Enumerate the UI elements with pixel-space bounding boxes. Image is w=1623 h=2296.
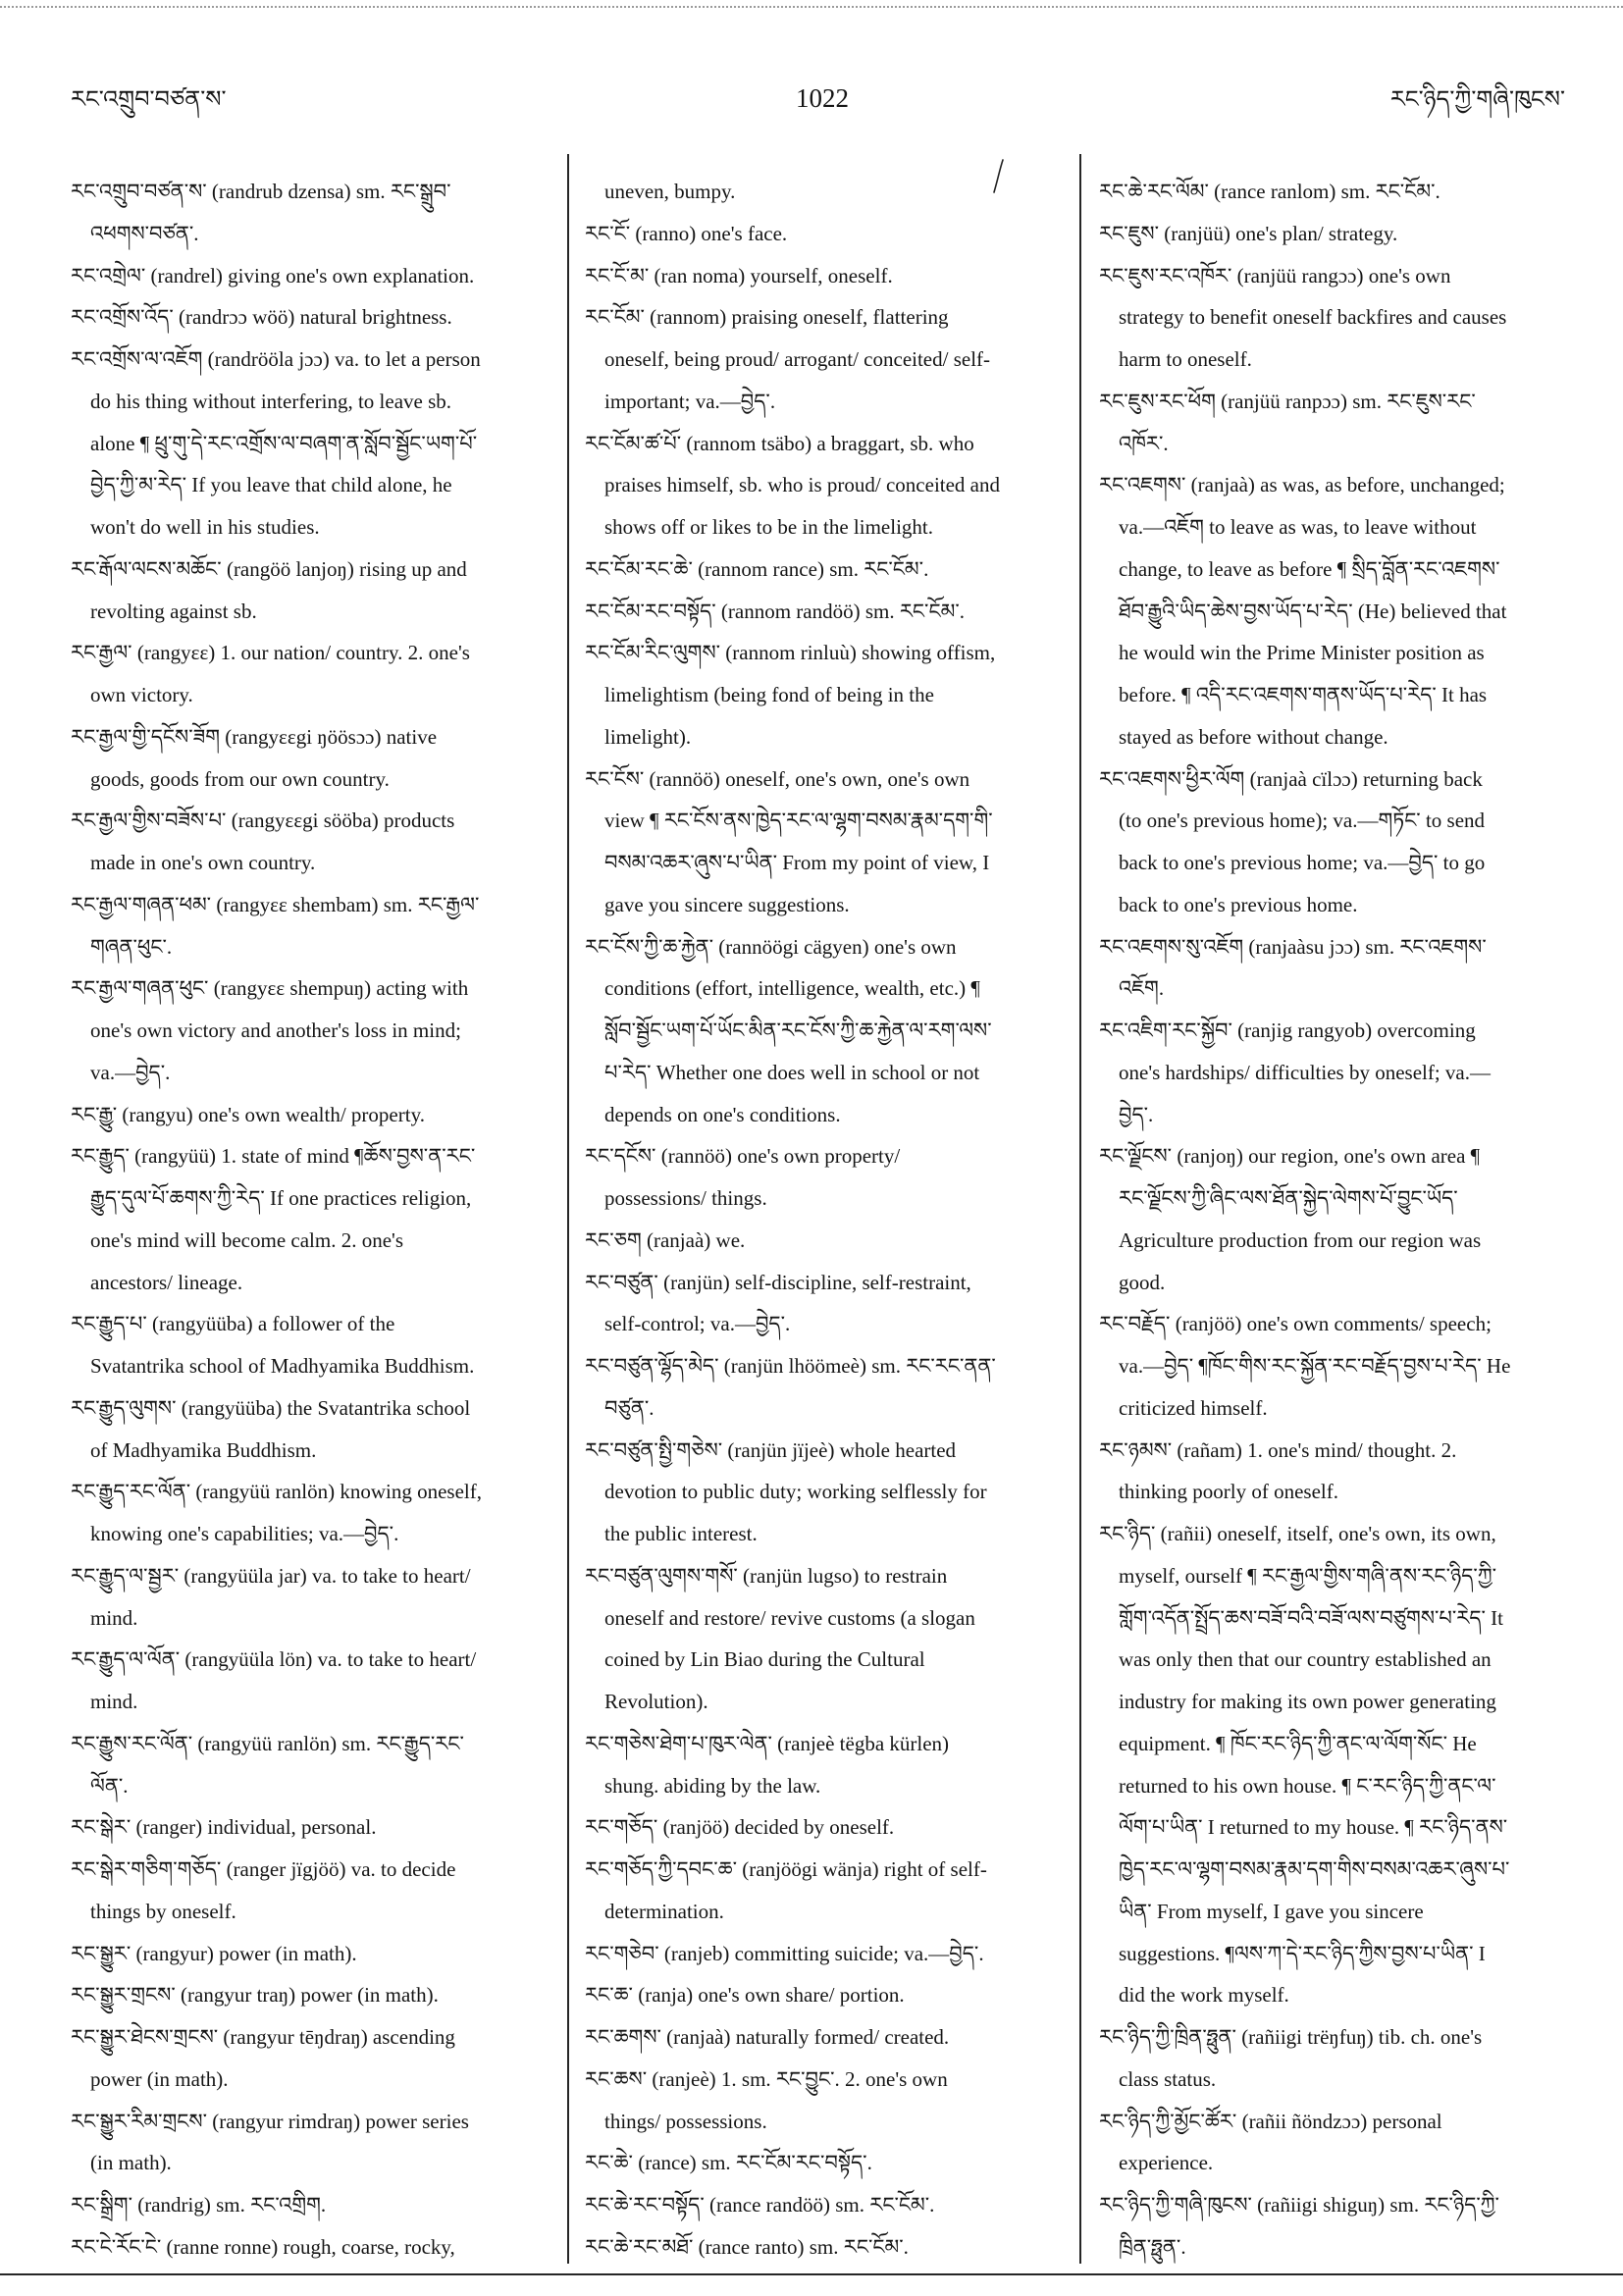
dictionary-entry [71, 296, 556, 339]
entry-continuation-line: industry for making its own power generating [1119, 1690, 1496, 1713]
dictionary-entry [1099, 1430, 1580, 1514]
dictionary-entry [71, 1471, 556, 1555]
entry-continuation-line: ཐོབ་རྒྱུའི་ཡིད་ཆེས་བྱས་ཡོད་པ་རེད་ (He) believed that [1119, 599, 1507, 623]
dictionary-entry [1099, 1303, 1580, 1429]
entry-continuation-line: བྱེད་ཀྱི་མ་རེད་ If you leave that child alone, he [90, 473, 452, 497]
entry-headword-line: རང་གཅོད་ཀྱི་དབང་ཆ་ (ranjöögi wänja) right of self- [585, 1857, 987, 1881]
dictionary-entry [585, 255, 1068, 297]
entry-continuation-line: harm to oneself. [1119, 347, 1252, 371]
dictionary-entry [585, 1430, 1068, 1555]
entry-continuation-line: mind. [90, 1690, 138, 1713]
entry-continuation-line: coined by Lin Biao during the Cultural [604, 1647, 925, 1672]
entry-continuation-line: own victory. [90, 683, 193, 706]
dictionary-entry [1099, 2184, 1580, 2269]
dictionary-entry [71, 1555, 556, 1640]
entry-headword-line: རང་ངོམ་རིང་ལུགས་ (rannom rinluù) showing offism, [585, 641, 996, 665]
entry-headword-line: རང་རྒྱུད་ (rangyüü) 1. state of mind ¶ཆོས་བྱས་ན་རང་ [71, 1144, 476, 1169]
entry-headword-line: རང་ངོས་ (rannöö) oneself, one's own, one's own [585, 766, 970, 791]
entry-headword-line: རང་ཅག (ranjaà) we. [585, 1227, 746, 1252]
entry-headword-line: རང་ཆགས་ (ranjaà) naturally formed/ created. [585, 2025, 950, 2049]
entry-continuation-line: back to one's previous home; va.—བྱེད་ to go [1119, 851, 1486, 874]
entry-continuation-line: things by oneself. [90, 1899, 236, 1923]
entry-continuation-line: limelightism (being fond of being in the [604, 683, 934, 706]
entry-headword-line: རང་རྒྱུད་པ་ (rangyüüba) a follower of the [71, 1312, 395, 1336]
dictionary-entry [71, 2101, 556, 2185]
entry-continuation-line: alone ¶ ཕྲུ་གུ་དེ་རང་འགྲོས་ལ་བཞག་ན་སློབ་སྦྱོང་ཡག་པོ་ [90, 431, 478, 455]
entry-headword-line: རང་ངོམ་ཚ་པོ་ (rannom tsäbo) a braggart, sb. who [585, 431, 974, 455]
dictionary-entry [585, 1135, 1068, 1220]
dictionary-entry [585, 2059, 1068, 2143]
dictionary-entry [585, 1974, 1068, 2016]
entry-headword-line: རང་ཇུས་རང་འཁོར་ (ranjüü rangɔɔ) one's own [1099, 263, 1451, 287]
entry-continuation-line: made in one's own country. [90, 851, 316, 874]
dictionary-entry [585, 1555, 1068, 1723]
entry-continuation-line: ལོན་. [90, 1773, 129, 1798]
dictionary-entry [585, 171, 1068, 213]
entry-headword-line: རང་འཇགས་ (ranjaà) as was, as before, unchanged; [1099, 473, 1505, 497]
entry-continuation-line: (in math). [90, 2151, 172, 2175]
dictionary-entry [585, 213, 1068, 255]
entry-headword-line: རང་བཙུན་སྤྱི་གཅེས་ (ranjün jïjeè) whole hearted [585, 1437, 957, 1462]
entry-continuation-line: oneself, being proud/ arrogant/ conceited/ self- [604, 347, 991, 371]
entry-headword-line: རང་བཙུན་ལྷོད་མེད་ (ranjün lhöömeè) sm. རང་རང་ནན་ [585, 1354, 996, 1378]
entry-headword-line: རང་དངོས་ (rannöö) one's own property/ [585, 1144, 901, 1169]
entry-headword-line: རང་ངོ་མ་ (ran noma) yourself, oneself. [585, 263, 893, 287]
dictionary-entry [71, 2226, 556, 2269]
scan-edge-top [0, 6, 1623, 8]
dictionary-entry [585, 1262, 1068, 1346]
dictionary-entry [585, 2142, 1068, 2184]
entry-headword-line: རང་ཉིད་ཀྱི་མྱོང་ཚོར་ (rañii ñöndzɔɔ) personal [1099, 2109, 1442, 2133]
entry-continuation-line: བཙུན་. [604, 1395, 654, 1420]
entry-headword-line: རང་འགྲུབ་བཙན་ས་ (randrub dzensa) sm. རང་སྒྲུབ་ [71, 180, 451, 203]
dictionary-entry [71, 1806, 556, 1849]
entry-headword-line: རང་རྒྱལ་ (rangyɛɛ) 1. our nation/ country. 2. one's [71, 641, 470, 665]
entry-headword-line: རང་ངོམ་རང་བསྟོད་ (rannom randöö) sm. རང་ངོམ་. [585, 599, 965, 623]
entry-headword-line: རང་ཇུས་རང་ཕོག (ranjüü ranpɔɔ) sm. རང་ཇུས་རང་ [1099, 389, 1476, 413]
dictionary-entry [71, 1387, 556, 1472]
entry-continuation-line: va.—འཇོག to leave as was, to leave without [1119, 515, 1477, 539]
dictionary-entry [71, 2184, 556, 2226]
entry-continuation-line: ཡིན་ From myself, I gave you sincere [1119, 1899, 1424, 1923]
entry-headword-line: རང་ངོམ་ (rannom) praising oneself, flattering [585, 305, 949, 330]
column-middle [585, 171, 1068, 2270]
entry-headword-line: རང་རྒོལ་ལངས་མཆོང་ (rangöö lanjoŋ) rising up and [71, 556, 467, 581]
entry-continuation-line: uneven, bumpy. [604, 180, 736, 203]
entry-headword-line: རང་རྒྱལ་གཞན་ཕམ་ (rangyɛɛ shembam) sm. རང་རྒྱལ་ [71, 892, 480, 916]
entry-continuation-line: view ¶ རང་ངོས་ནས་ཁྱེད་རང་ལ་ལྷག་བསམ་རྣམ་དག་གི་ [604, 809, 993, 833]
entry-continuation-line: གཞན་ཕུང་. [90, 934, 173, 959]
entry-headword-line: རང་སྒེར་ (ranger) individual, personal. [71, 1815, 377, 1840]
entry-headword-line: རང་ཆེ་རང་ལོམ་ (rance ranlom) sm. རང་ངོམ་. [1099, 180, 1440, 203]
entry-headword-line: རང་རྒྱུ་ (rangyu) one's own wealth/ property. [71, 1102, 425, 1126]
entry-continuation-line: knowing one's capabilities; va.—བྱེད་. [90, 1522, 399, 1545]
entry-headword-line: རང་སྒྱུར་གྲངས་ (rangyur traŋ) power (in math). [71, 1983, 439, 2008]
column-left [71, 171, 556, 2270]
dictionary-entry [585, 2226, 1068, 2269]
entry-continuation-line: back to one's previous home. [1119, 892, 1358, 916]
entry-continuation-line: བྱེད་. [1119, 1102, 1154, 1126]
entry-continuation-line: won't do well in his studies. [90, 515, 320, 539]
bottom-rule [0, 2273, 1623, 2275]
entry-headword-line: རང་སྒྱུར་ (rangyur) power (in math). [71, 1941, 357, 1965]
entry-headword-line: རང་ཆེ་ (rance) sm. རང་ངོམ་རང་བསྟོད་. [585, 2151, 872, 2175]
entry-continuation-line: one's own victory and another's loss in mind; [90, 1018, 461, 1042]
dictionary-entry [1099, 2016, 1580, 2101]
dictionary-entry [71, 339, 556, 548]
entry-continuation-line: Agriculture production from our region was [1119, 1227, 1482, 1252]
dictionary-entry [71, 548, 556, 633]
entry-headword-line: རང་བཙུན་ལུགས་གསོ་ (ranjün lugso) to restrain [585, 1563, 948, 1588]
entry-continuation-line: equipment. ¶ ཁོང་རང་ཉིད་ཀྱི་ནང་ལ་ལོག་སོང་ He [1119, 1731, 1477, 1755]
entry-continuation-line: criticized himself. [1119, 1395, 1268, 1420]
dictionary-entry [585, 1933, 1068, 1975]
entry-continuation-line: depends on one's conditions. [604, 1102, 841, 1126]
entry-headword-line: རང་རྒྱལ་གྱི་དངོས་ཟོག (rangyɛɛgi ŋöösɔɔ) native [71, 724, 438, 749]
entry-headword-line: རང་ཉིད་ཀྱི་ཁྲིན་ཧྥུན་ (rañiigi trëŋfuŋ) tib. ch. one's [1099, 2025, 1483, 2049]
column-divider [1079, 154, 1081, 2264]
entry-continuation-line: conditions (effort, intelligence, wealth, etc.) ¶ [604, 976, 980, 1001]
entry-continuation-line: determination. [604, 1899, 724, 1923]
entry-headword-line: རང་རྒྱལ་གཞན་ཕུང་ (rangyɛɛ shempuŋ) acting with [71, 976, 469, 1001]
entry-continuation-line: change, to leave as before ¶ སྲིད་བློན་རང་འཇགས་ [1119, 556, 1500, 581]
page-number: 1022 [796, 83, 849, 113]
running-header-right: རང་ཉིད་ཀྱི་གཞི་ཁུངས་ [1389, 87, 1565, 113]
entry-continuation-line: va.—བྱེད་ ¶ཁོང་གིས་རང་སྐྱོན་རང་བརྗོད་བྱས་པ་རེད་ He [1119, 1354, 1511, 1378]
dictionary-entry [1099, 255, 1580, 381]
entry-continuation-line: one's hardships/ difficulties by oneself; va.— [1119, 1060, 1491, 1084]
entry-headword-line: རང་ངོམ་རང་ཆེ་ (rannom rance) sm. རང་ངོམ་. [585, 556, 929, 581]
entry-headword-line: རང་སྒྱུར་རིམ་གྲངས་ (rangyur rimdraŋ) power series [71, 2109, 469, 2133]
entry-continuation-line: possessions/ things. [604, 1186, 767, 1210]
entry-headword-line: རང་སྒྲིག་ (randrig) sm. རང་འགྲིག. [71, 2193, 327, 2217]
dictionary-entry [71, 884, 556, 968]
entry-continuation-line: shows off or likes to be in the limelight. [604, 515, 933, 539]
entry-continuation-line: (to one's previous home); va.—གཏོང་ to send [1119, 809, 1486, 833]
entry-headword-line: རང་ངོས་ཀྱི་ཆ་རྐྱེན་ (rannöögi cägyen) one's own [585, 934, 957, 959]
dictionary-entry [585, 296, 1068, 422]
dictionary-entry [71, 255, 556, 297]
entry-headword-line: རང་རྒྱུས་རང་ལོན་ (rangyüü ranlön) sm. རང་རྒྱུད་རང་ [71, 1731, 464, 1755]
entry-headword-line: རང་འཇིག་རང་སྐྱོབ་ (ranjig rangyob) overcoming [1099, 1018, 1476, 1042]
dictionary-entry [585, 2184, 1068, 2226]
entry-headword-line: རང་ཆེ་རང་བསྟོད་ (rance randöö) sm. རང་ངོམ་. [585, 2193, 935, 2217]
entry-continuation-line: པ་རེད་ Whether one does well in school or not [604, 1060, 980, 1084]
dictionary-entry [71, 1849, 556, 1933]
entry-continuation-line: oneself and restore/ revive customs (a slogan [604, 1605, 975, 1630]
entry-headword-line: རང་འཇགས་སུ་འཇོག (ranjaàsu jɔɔ) sm. རང་འཇགས་ [1099, 934, 1487, 959]
entry-continuation-line: འཁོར་. [1119, 431, 1169, 455]
entry-continuation-line: myself, ourself ¶ རང་རྒྱལ་གྱིས་གཞི་ནས་རང་ཉིད་ཀྱི་ [1119, 1563, 1497, 1588]
entry-continuation-line: shung. abiding by the law. [604, 1773, 821, 1798]
entry-continuation-line: རྒྱུད་དུལ་པོ་ཆགས་ཀྱི་རེད་ If one practices religion, [90, 1186, 472, 1210]
dictionary-entry [71, 1303, 556, 1387]
column-right [1099, 171, 1580, 2270]
entry-continuation-line: རང་ལྗོངས་ཀྱི་ཞིང་ལས་ཐོན་སྐྱེད་ལེགས་པོ་བྱུང་ཡོད་ [1119, 1186, 1458, 1210]
entry-continuation-line: gave you sincere suggestions. [604, 892, 850, 916]
dictionary-entry [71, 1639, 556, 1723]
dictionary-entry [71, 716, 556, 801]
entry-continuation-line: power (in math). [90, 2066, 229, 2091]
dictionary-entry [71, 1974, 556, 2016]
entry-headword-line: རང་ངེ་རོང་ངེ་ (ranne ronne) rough, coarse, rocky, [71, 2234, 455, 2259]
dictionary-entry [71, 1933, 556, 1975]
entry-headword-line: རང་འགྲེལ་ (randrel) giving one's own explanation. [71, 263, 475, 287]
entry-continuation-line: praises himself, sb. who is proud/ conceited and [604, 473, 1000, 497]
dictionary-entry [1099, 1010, 1580, 1135]
entry-continuation-line: experience. [1119, 2151, 1214, 2175]
entry-continuation-line: before. ¶ འདི་རང་འཇགས་གནས་ཡོད་པ་རེད་ It has [1119, 683, 1488, 706]
entry-headword-line: རང་ཉིད་ཀྱི་གཞི་ཁུངས་ (rañiigi shiguŋ) sm. རང་ཉིད་ཀྱི་ [1099, 2193, 1499, 2217]
entry-headword-line: རང་འཇགས་ཕྱིར་ལོག (ranjaà cïlɔɔ) returning back [1099, 766, 1483, 791]
entry-continuation-line: thinking poorly of oneself. [1119, 1480, 1338, 1504]
dictionary-entry [585, 758, 1068, 926]
entry-continuation-line: འཇོག. [1119, 976, 1165, 1001]
entry-continuation-line: ལོག་པ་ཡིན་ I returned to my house. ¶ རང་ཉིད་ནས་ [1119, 1815, 1508, 1840]
entry-continuation-line: do his thing without interfering, to leave sb. [90, 389, 452, 413]
dictionary-entry [585, 1220, 1068, 1262]
dictionary-entry [585, 1345, 1068, 1430]
entry-continuation-line: limelight). [604, 724, 692, 749]
entry-continuation-line: སློབ་སྦྱོང་ཡག་པོ་ཡོང་མིན་རང་ངོས་ཀྱི་ཆ་རྐྱེན་ལ་རག་ལས་ [604, 1018, 992, 1042]
entry-continuation-line: he would win the Prime Minister position as [1119, 641, 1485, 665]
entry-continuation-line: devotion to public duty; working selflessly for [604, 1480, 987, 1504]
entry-continuation-line: Revolution). [604, 1690, 708, 1713]
dictionary-entry [1099, 171, 1580, 213]
dictionary-entry [585, 1806, 1068, 1849]
entry-headword-line: རང་ཆ་ (ranja) one's own share/ portion. [585, 1983, 905, 2008]
entry-continuation-line: one's mind will become calm. 2. one's [90, 1227, 403, 1252]
dictionary-entry [585, 423, 1068, 548]
dictionary-entry [1099, 213, 1580, 255]
dictionary-entry [71, 967, 556, 1093]
dictionary-entry [1099, 1135, 1580, 1303]
dictionary-entry [585, 548, 1068, 591]
entry-headword-line: རང་ཉམས་ (rañam) 1. one's mind/ thought. 2. [1099, 1437, 1457, 1462]
entry-continuation-line: ཁྲིན་ཧྥུན་. [1119, 2234, 1186, 2259]
entry-continuation-line: important; va.—བྱེད་. [604, 389, 776, 413]
entry-continuation-line: འཕགས་བཙན་. [90, 221, 199, 245]
entry-headword-line: རང་བཙུན་ (ranjün) self-discipline, self-restraint, [585, 1270, 971, 1294]
entry-continuation-line: strategy to benefit oneself backfires and causes [1119, 305, 1507, 330]
entry-continuation-line: revolting against sb. [90, 599, 257, 623]
dictionary-entry [585, 632, 1068, 757]
entry-headword-line: རང་གཅོད་ (ranjöö) decided by oneself. [585, 1815, 895, 1840]
entry-continuation-line: suggestions. ¶ལས་ཀ་དེ་རང་ཉིད་ཀྱིས་བྱས་པ་ཡིན་ I [1119, 1941, 1486, 1965]
dictionary-entry [585, 1723, 1068, 1807]
entry-continuation-line: things/ possessions. [604, 2109, 767, 2133]
dictionary-entry [585, 926, 1068, 1136]
dictionary-entry [71, 1094, 556, 1136]
entry-continuation-line: self-control; va.—བྱེད་. [604, 1312, 791, 1336]
dictionary-entry [71, 2016, 556, 2101]
entry-continuation-line: stayed as before without change. [1119, 724, 1388, 749]
entry-headword-line: རང་རྒྱུད་རང་ལོན་ (rangyüü ranlön) knowing oneself, [71, 1480, 482, 1504]
entry-continuation-line: good. [1119, 1270, 1166, 1294]
dictionary-entry [585, 2016, 1068, 2059]
entry-continuation-line: ཁྱེད་རང་ལ་ལྷག་བསམ་རྣམ་དག་གིས་བསམ་འཆར་ཞུས་པ་ [1119, 1857, 1510, 1881]
column-divider [567, 154, 569, 2264]
entry-headword-line: རང་ཇུས་ (ranjüü) one's plan/ strategy. [1099, 221, 1398, 245]
entry-continuation-line: did the work myself. [1119, 1983, 1289, 2008]
entry-headword-line: རང་ངོ་ (ranno) one's face. [585, 221, 788, 245]
entry-headword-line: རང་རྒྱུད་ལ་སྦྱར་ (rangyüüla jar) va. to take to heart/ [71, 1563, 471, 1588]
entry-headword-line: རང་བརྗོད་ (ranjöö) one's own comments/ speech; [1099, 1312, 1492, 1336]
entry-headword-line: རང་འགྲོས་འོད་ (randrɔɔ wöö) natural brightness. [71, 305, 452, 330]
dictionary-entry [71, 1135, 556, 1303]
dictionary-entry [585, 1849, 1068, 1933]
dictionary-entry [1099, 2101, 1580, 2185]
entry-headword-line: རང་ཆེ་རང་མཐོ་ (rance ranto) sm. རང་ངོམ་. [585, 2234, 909, 2259]
entry-continuation-line: བསམ་འཆར་ཞུས་པ་ཡིན་ From my point of view, I [604, 851, 990, 874]
entry-headword-line: རང་འགྲོས་ལ་འཇོག (randrööla jɔɔ) va. to let a person [71, 347, 481, 371]
entry-continuation-line: Svatantrika school of Madhyamika Buddhism. [90, 1354, 475, 1378]
dictionary-entry [1099, 758, 1580, 926]
dictionary-entry [1099, 381, 1580, 465]
dictionary-entry [1099, 1513, 1580, 2016]
entry-headword-line: རང་སྒྱུར་ཐེངས་གྲངས་ (rangyur tēŋdraŋ) ascending [71, 2025, 455, 2049]
dictionary-entry [71, 632, 556, 716]
entry-continuation-line: the public interest. [604, 1522, 758, 1545]
entry-headword-line: རང་རྒྱུད་ལུགས་ (rangyüüba) the Svatantrika school [71, 1395, 471, 1420]
dictionary-entry [71, 171, 556, 255]
entry-headword-line: རང་ཆས་ (ranjeè) 1. sm. རང་བྱུང་. 2. one's own [585, 2066, 948, 2091]
entry-headword-line: རང་ལྗོངས་ (ranjoŋ) our region, one's own area ¶ [1099, 1144, 1481, 1169]
entry-continuation-line: of Madhyamika Buddhism. [90, 1437, 317, 1462]
entry-headword-line: རང་གཅེས་ཐེག་པ་ཁུར་ལེན་ (ranjeè tëgba kürlen) [585, 1731, 950, 1755]
entry-continuation-line: གློག་འདོན་སྤྲོད་ཆས་བཟོ་བའི་བཟོ་ལས་བཙུགས་པ་རེད་ It [1119, 1605, 1504, 1630]
entry-continuation-line: was only then that our country established an [1119, 1647, 1492, 1672]
entry-continuation-line: returned to his own house. ¶ ང་རང་ཉིད་ཀྱི་ནང་ལ་ [1119, 1773, 1496, 1798]
dictionary-entry [71, 1723, 556, 1807]
entry-headword-line: རང་ཉིད་ (rañii) oneself, itself, one's own, its own, [1099, 1522, 1496, 1545]
entry-continuation-line: class status. [1119, 2066, 1217, 2091]
entry-continuation-line: goods, goods from our own country. [90, 766, 390, 791]
entry-headword-line: རང་རྒྱལ་གྱིས་བཟོས་པ་ (rangyɛɛgi sööba) products [71, 809, 455, 833]
entry-headword-line: རང་རྒྱུད་ལ་ལོན་ (rangyüüla lön) va. to take to heart/ [71, 1647, 477, 1672]
dictionary-entry [1099, 926, 1580, 1011]
dictionary-entry [585, 591, 1068, 633]
running-header-left: རང་འགྲུབ་བཙན་ས་ [71, 87, 227, 113]
entry-headword-line: རང་སྒེར་གཅིག་གཅོད་ (ranger jïgjöö) va. to decide [71, 1857, 456, 1881]
entry-headword-line: རང་གཅེབ་ (ranjeb) committing suicide; va.—བྱེད་. [585, 1941, 984, 1965]
dictionary-entry [71, 800, 556, 884]
entry-continuation-line: mind. [90, 1605, 138, 1630]
dictionary-entry [1099, 464, 1580, 757]
entry-continuation-line: ancestors/ lineage. [90, 1270, 243, 1294]
entry-continuation-line: va.—བྱེད་. [90, 1060, 171, 1084]
